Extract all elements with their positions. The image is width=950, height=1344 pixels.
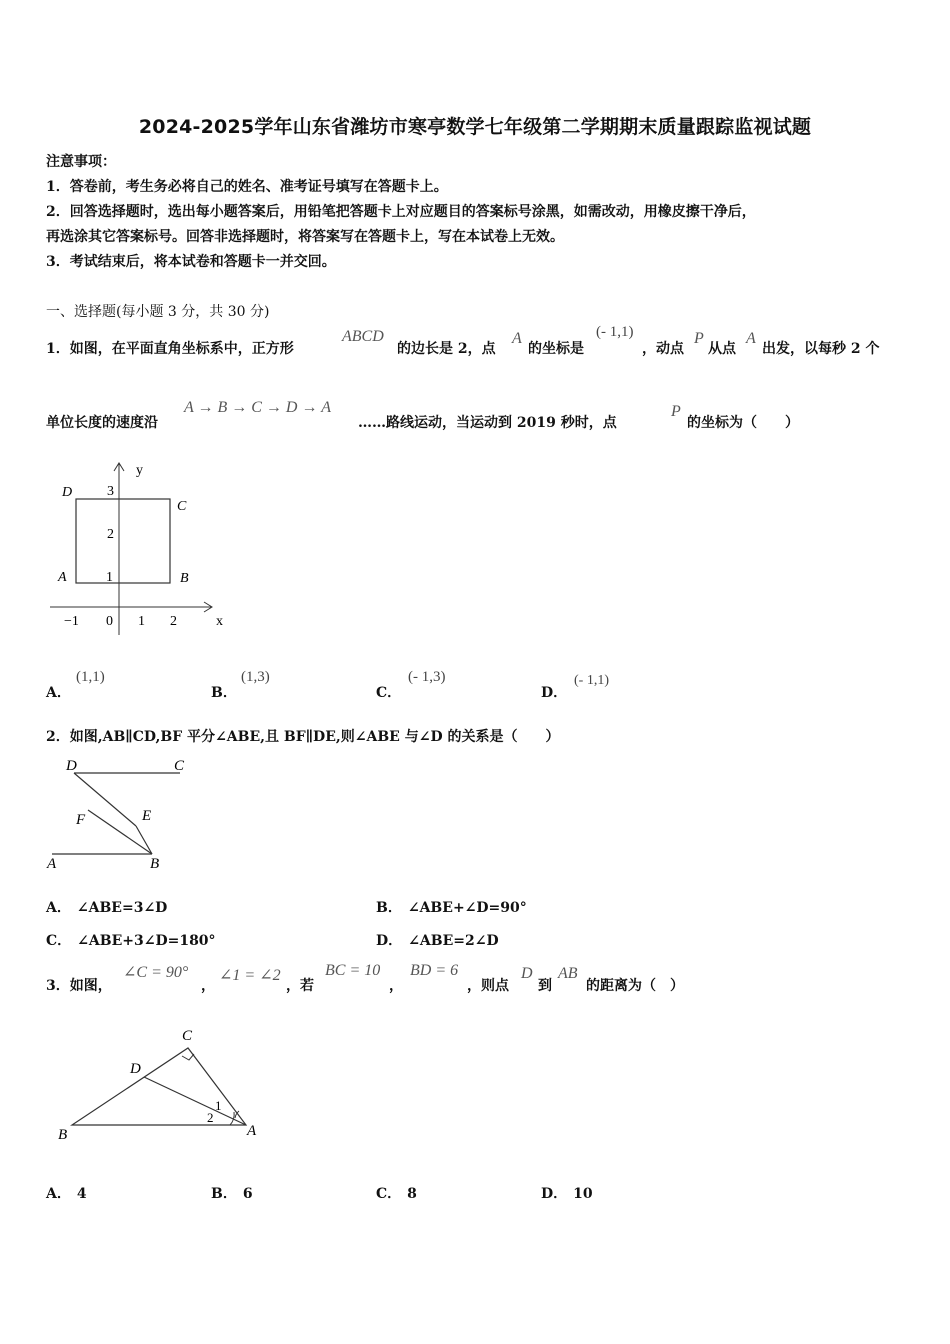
tick-y1: 1 bbox=[106, 570, 113, 585]
q1-math-square: ABCD bbox=[342, 328, 384, 345]
q1-text-1: 1．如图，在平面直角坐标系中，正方形 bbox=[46, 341, 294, 357]
q1-math-path: A → B → C → D → A bbox=[184, 399, 331, 416]
q1-option-a-label[interactable]: A． bbox=[46, 685, 71, 701]
q3-math-1: ∠C = 90° bbox=[123, 964, 189, 981]
point-c-label: C bbox=[177, 499, 187, 514]
q2-option-a-value: ∠ABE=3∠D bbox=[76, 900, 168, 916]
line-eb bbox=[136, 826, 152, 854]
q3-math-4: BD = 6 bbox=[410, 962, 459, 979]
point-e-label: E bbox=[142, 808, 152, 824]
point-a-label: A bbox=[58, 570, 67, 585]
q1-text-3: 的坐标是 bbox=[528, 341, 584, 357]
q3-text-2: ，则点 bbox=[467, 978, 509, 994]
q3-option-d-label: D． bbox=[541, 1186, 568, 1202]
q2-option-c[interactable] bbox=[46, 930, 216, 950]
q1-math-p: P bbox=[694, 330, 704, 347]
q3-option-b-label: B． bbox=[211, 1186, 237, 1202]
q1-math-coord: (- 1,1) bbox=[596, 324, 634, 340]
tick-y2: 2 bbox=[107, 527, 114, 542]
point-d-label: D bbox=[66, 758, 77, 774]
q1-text-8: ……路线运动，当运动到 2019 秒时，点 bbox=[358, 415, 617, 431]
point-c-label: C bbox=[182, 1028, 193, 1044]
q2-option-d[interactable] bbox=[376, 930, 499, 950]
tick-x2: 2 bbox=[170, 614, 177, 629]
x-axis-label: x bbox=[216, 614, 223, 629]
q2-text: 2．如图,AB∥CD,BF 平分∠ABE,且 BF∥DE,则∠ABE 与∠D 的关系是（ ） bbox=[46, 729, 560, 745]
point-a-label: A bbox=[47, 856, 57, 872]
q1-option-d-value: (- 1,1) bbox=[574, 673, 609, 688]
point-a-label: A bbox=[247, 1123, 257, 1139]
q1-text-5: 从点 bbox=[708, 341, 736, 357]
q1-option-a-value: (1,1) bbox=[76, 669, 105, 685]
q3-figure bbox=[52, 1022, 272, 1146]
q3-option-b-value: 6 bbox=[242, 1186, 253, 1202]
notice-item-2-line-2: 再选涂其它答案标号。回答非选择题时，将答案写在答题卡上，写在本试卷上无效。 bbox=[46, 229, 564, 245]
q3-math-6: AB bbox=[558, 965, 578, 982]
point-b-label: B bbox=[58, 1127, 68, 1143]
notice-item-3: 3．考试结束后，将本试卷和答题卡一并交回。 bbox=[46, 254, 336, 270]
q2-option-b-label: B． bbox=[376, 900, 402, 916]
angle-1-label: 1 bbox=[215, 1098, 222, 1113]
triangle-abc bbox=[72, 1048, 246, 1125]
right-angle-mark bbox=[182, 1054, 194, 1060]
q3-comma-3: ， bbox=[389, 978, 403, 994]
q2-option-c-label: C． bbox=[46, 933, 72, 949]
q3-option-d[interactable] bbox=[541, 1183, 593, 1203]
q1-text-2: 的边长是 2，点 bbox=[397, 341, 496, 357]
q3-math-5: D bbox=[521, 965, 533, 982]
q3-text-1: 3．如图， bbox=[46, 978, 112, 994]
notice-heading: 注意事项： bbox=[46, 154, 116, 170]
q1-coordinate-figure bbox=[40, 455, 240, 635]
tick-x1: 1 bbox=[138, 614, 145, 629]
q3-option-c-label: C． bbox=[376, 1186, 402, 1202]
point-c-label: C bbox=[174, 758, 185, 774]
notice-item-1: 1．答卷前，考生务必将自己的姓名、准考证号填写在答题卡上。 bbox=[46, 179, 448, 195]
q1-math-a2: A bbox=[746, 330, 756, 347]
q3-option-a-label: A． bbox=[46, 1186, 71, 1202]
q2-option-a[interactable] bbox=[46, 897, 167, 917]
q2-option-b-value: ∠ABE+∠D=90° bbox=[407, 900, 527, 916]
q3-comma-2: ，若 bbox=[286, 978, 314, 994]
q3-text-4: 的距离为（ ） bbox=[586, 978, 684, 994]
q2-option-d-label: D． bbox=[376, 933, 403, 949]
q1-text-7: 单位长度的速度沿 bbox=[46, 415, 158, 431]
q3-text-3: 到 bbox=[538, 978, 552, 994]
q1-text-9: 的坐标为（ ） bbox=[687, 415, 799, 431]
angle-2-label: 2 bbox=[207, 1110, 214, 1125]
q1-math-p2: P bbox=[671, 403, 681, 420]
point-f-label: F bbox=[76, 812, 86, 828]
tick-y3: 3 bbox=[107, 484, 114, 499]
q3-option-d-value: 10 bbox=[573, 1186, 593, 1202]
q2-option-c-value: ∠ABE+3∠D=180° bbox=[77, 933, 216, 949]
q1-option-b-value: (1,3) bbox=[241, 669, 270, 685]
q3-option-c-value: 8 bbox=[407, 1186, 417, 1202]
q3-option-b[interactable] bbox=[211, 1183, 253, 1203]
q2-option-a-label: A． bbox=[46, 900, 71, 916]
point-d-label: D bbox=[62, 485, 73, 500]
point-b-label: B bbox=[150, 856, 160, 872]
q1-option-c-label[interactable]: C． bbox=[376, 685, 402, 701]
q1-math-a: A bbox=[512, 330, 522, 347]
line-ad bbox=[144, 1077, 246, 1125]
q3-option-a-value: 4 bbox=[76, 1186, 87, 1202]
q3-option-c[interactable] bbox=[376, 1183, 417, 1203]
notice-item-2-line-1: 2．回答选择题时，选出每小题答案后，用铅笔把答题卡上对应题目的答案标号涂黑，如需改动，用橡皮擦干净后， bbox=[46, 204, 756, 220]
q1-text-6: 出发，以每秒 2 个 bbox=[762, 341, 880, 357]
q3-option-a[interactable] bbox=[46, 1183, 87, 1203]
q1-option-c-value: (- 1,3) bbox=[408, 669, 446, 685]
q3-comma-1: ， bbox=[201, 978, 215, 994]
q2-option-d-value: ∠ABE=2∠D bbox=[408, 933, 499, 949]
page-title: 2024-2025学年山东省潍坊市寒亭数学七年级第二学期期末质量跟踪监视试题 bbox=[138, 116, 812, 138]
q3-math-3: BC = 10 bbox=[325, 962, 381, 979]
q2-figure bbox=[44, 752, 204, 874]
y-axis-label: y bbox=[136, 463, 143, 478]
tick-x0: 0 bbox=[106, 614, 113, 629]
q1-option-d-label[interactable]: D． bbox=[541, 685, 568, 701]
section-heading: 一、选择题(每小题 3 分，共 30 分) bbox=[46, 304, 270, 320]
q1-text-4: ，动点 bbox=[642, 341, 684, 357]
q3-math-2: ∠1 = ∠2 bbox=[219, 967, 281, 984]
tick-xm1: −1 bbox=[64, 614, 79, 629]
square-abcd bbox=[76, 499, 170, 583]
point-d-label: D bbox=[130, 1061, 141, 1077]
q2-option-b[interactable] bbox=[376, 897, 527, 917]
point-b-label: B bbox=[180, 571, 189, 586]
q1-option-b-label[interactable]: B． bbox=[211, 685, 237, 701]
